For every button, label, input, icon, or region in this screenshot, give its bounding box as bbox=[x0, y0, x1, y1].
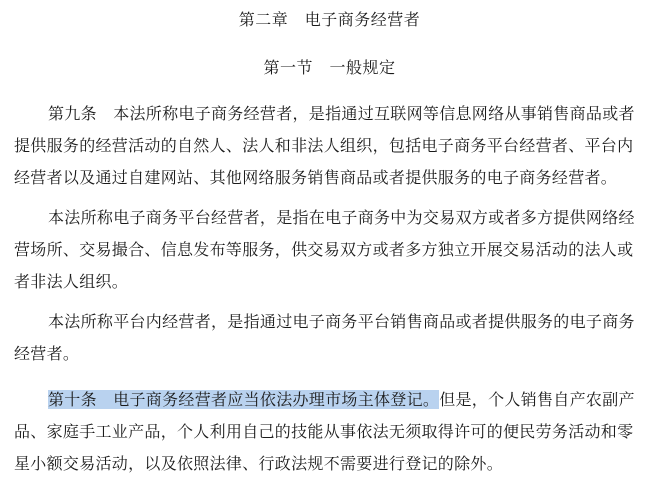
paragraph-line: 第九条 本法所称电子商务经营者，是指通过互联网等信息网络从事销售商品或者 bbox=[48, 104, 635, 123]
section-title: 第一节 一般规定 bbox=[263, 58, 396, 77]
paragraph-line: 提供服务的经营活动的自然人、法人和非法人组织，包括电子商务平台经营者、平台内 bbox=[14, 136, 634, 155]
paragraph-line: 经营者以及通过自建网站、其他网络服务销售商品或者提供服务的电子商务经营者。 bbox=[14, 168, 618, 187]
chapter-title: 第二章 电子商务经营者 bbox=[238, 10, 421, 29]
paragraph-line: 品、家庭手工业产品，个人利用自己的技能从事依法无须取得许可的便民劳务活动和零 bbox=[14, 422, 634, 441]
article-10-paragraph bbox=[14, 384, 648, 480]
paragraph-line-rest: 但是，个人销售自产农副产 bbox=[439, 390, 635, 409]
paragraph-line: 星小额交易活动，以及依照法律、行政法规不需要进行登记的除外。 bbox=[14, 454, 504, 473]
paragraph-line: 营场所、交易撮合、信息发布等服务，供交易双方或者多方独立开展交易活动的法人或 bbox=[14, 240, 634, 259]
platform-operator-definition-paragraph bbox=[14, 202, 648, 298]
in-platform-operator-definition-paragraph bbox=[14, 306, 648, 370]
paragraph-first-line bbox=[14, 384, 648, 416]
paragraph-line: 本法所称电子商务平台经营者，是指在电子商务中为交易双方或者多方提供网络经 bbox=[48, 208, 635, 227]
paragraph-line: 本法所称平台内经营者，是指通过电子商务平台销售商品或者提供服务的电子商务 bbox=[48, 312, 635, 331]
paragraph-line: 经营者。 bbox=[14, 344, 80, 363]
paragraph-line: 者非法人组织。 bbox=[14, 272, 129, 291]
highlighted-text-selection[interactable]: 第十条 电子商务经营者应当依法办理市场主体登记。 bbox=[48, 390, 440, 409]
article-9-paragraph bbox=[14, 98, 648, 194]
